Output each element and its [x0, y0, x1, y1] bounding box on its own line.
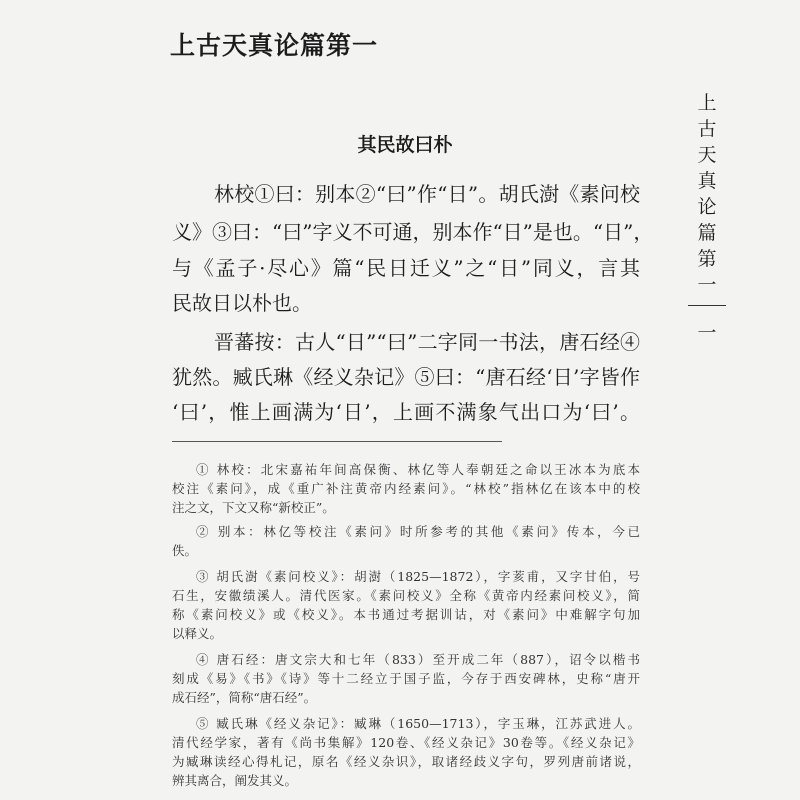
footnote-line: 以释义。 — [172, 626, 223, 641]
footnote-line: ③ 胡氏澍《素问校义》：胡澍（1825—1872），字荄甫，又字甘伯，号 — [196, 569, 640, 584]
body-line: ‘曰’，惟上画满为‘日’，上画不满象气出口为‘曰’。 — [172, 400, 640, 424]
footnote-line: ① 林校：北宋嘉祐年间高保衡、林亿等人奉朝廷之命以王冰本为底本 — [196, 462, 640, 477]
footnote-line: 佚。 — [172, 543, 198, 558]
footnote-line: 校注《素问》，成《重广补注黄帝内经素问》。“林校”指林亿在该本中的校 — [172, 481, 640, 496]
body-line: 与《孟子·尽心》篇“民日迁义”之“日”同义，言其 — [172, 256, 640, 280]
chapter-title: 上古天真论篇第一 — [170, 31, 379, 60]
body-line: 晋蕃按：古人“日”“曰”二字同一书法，唐石经④ — [214, 330, 640, 354]
running-head-divider — [688, 305, 726, 306]
running-head — [694, 90, 720, 298]
footnote-line: 成石经”，简称“唐石经”。 — [172, 690, 317, 705]
section-heading: 其民故曰朴 — [357, 134, 453, 156]
body-line: 林校①曰：别本②“曰”作“日”。胡氏澍《素问校 — [214, 182, 640, 206]
footnote-line: 为臧琳读经心得札记，原名《经义杂识》，取诸经歧义字句，罗列唐前诸说， — [172, 754, 640, 769]
running-head-char: 真 — [697, 170, 717, 192]
footnote-separator — [172, 441, 502, 442]
footnote-line: 刻成《易》《书》《诗》等十二经立于国子监，今存于西安碑林，史称“唐开 — [172, 671, 640, 686]
footnote-line: 清代经学家，著有《尚书集解》120卷、《经义杂记》30卷等。《经义杂记》 — [172, 735, 640, 750]
running-head-char: 一 — [697, 274, 717, 296]
footnote-line: ④ 唐石经：唐文宗大和七年（833）至开成二年（887），诏令以楷书 — [196, 652, 640, 667]
running-head-char: 天 — [697, 144, 717, 166]
body-line: 义》③曰：“曰”字义不可通，别本作“日”是也。“日”， — [172, 220, 654, 244]
footnote-line: 注之文，下文又称“新校正”。 — [172, 500, 335, 515]
running-head-char: 古 — [697, 118, 717, 140]
running-head-char: 篇 — [697, 222, 717, 244]
body-line: 民故日以朴也。 — [172, 291, 312, 315]
page-number: 一 — [697, 322, 717, 344]
footnote-line: ⑤ 臧氏琳《经义杂记》：臧琳（1650—1713），字玉琳，江苏武进人。 — [196, 716, 640, 731]
body-line: 犹然。臧氏琳《经义杂记》⑤曰：“唐石经‘日’字皆作 — [172, 365, 640, 389]
running-head-char: 上 — [697, 92, 717, 114]
footnote-line: ② 别本：林亿等校注《素问》时所参考的其他《素问》传本，今已 — [196, 524, 640, 539]
footnote-line: 辨其离合，阐发其义。 — [172, 773, 298, 788]
footnote-line: 称《素问校义》或《校义》。本书通过考据训诂，对《素问》中难解字句加 — [172, 607, 640, 622]
footnote-line: 石生，安徽绩溪人。清代医家。《素问校义》全称《黄帝内经素问校义》，简 — [172, 588, 640, 603]
running-head-char: 第 — [697, 248, 717, 270]
running-head-char: 论 — [697, 196, 717, 218]
